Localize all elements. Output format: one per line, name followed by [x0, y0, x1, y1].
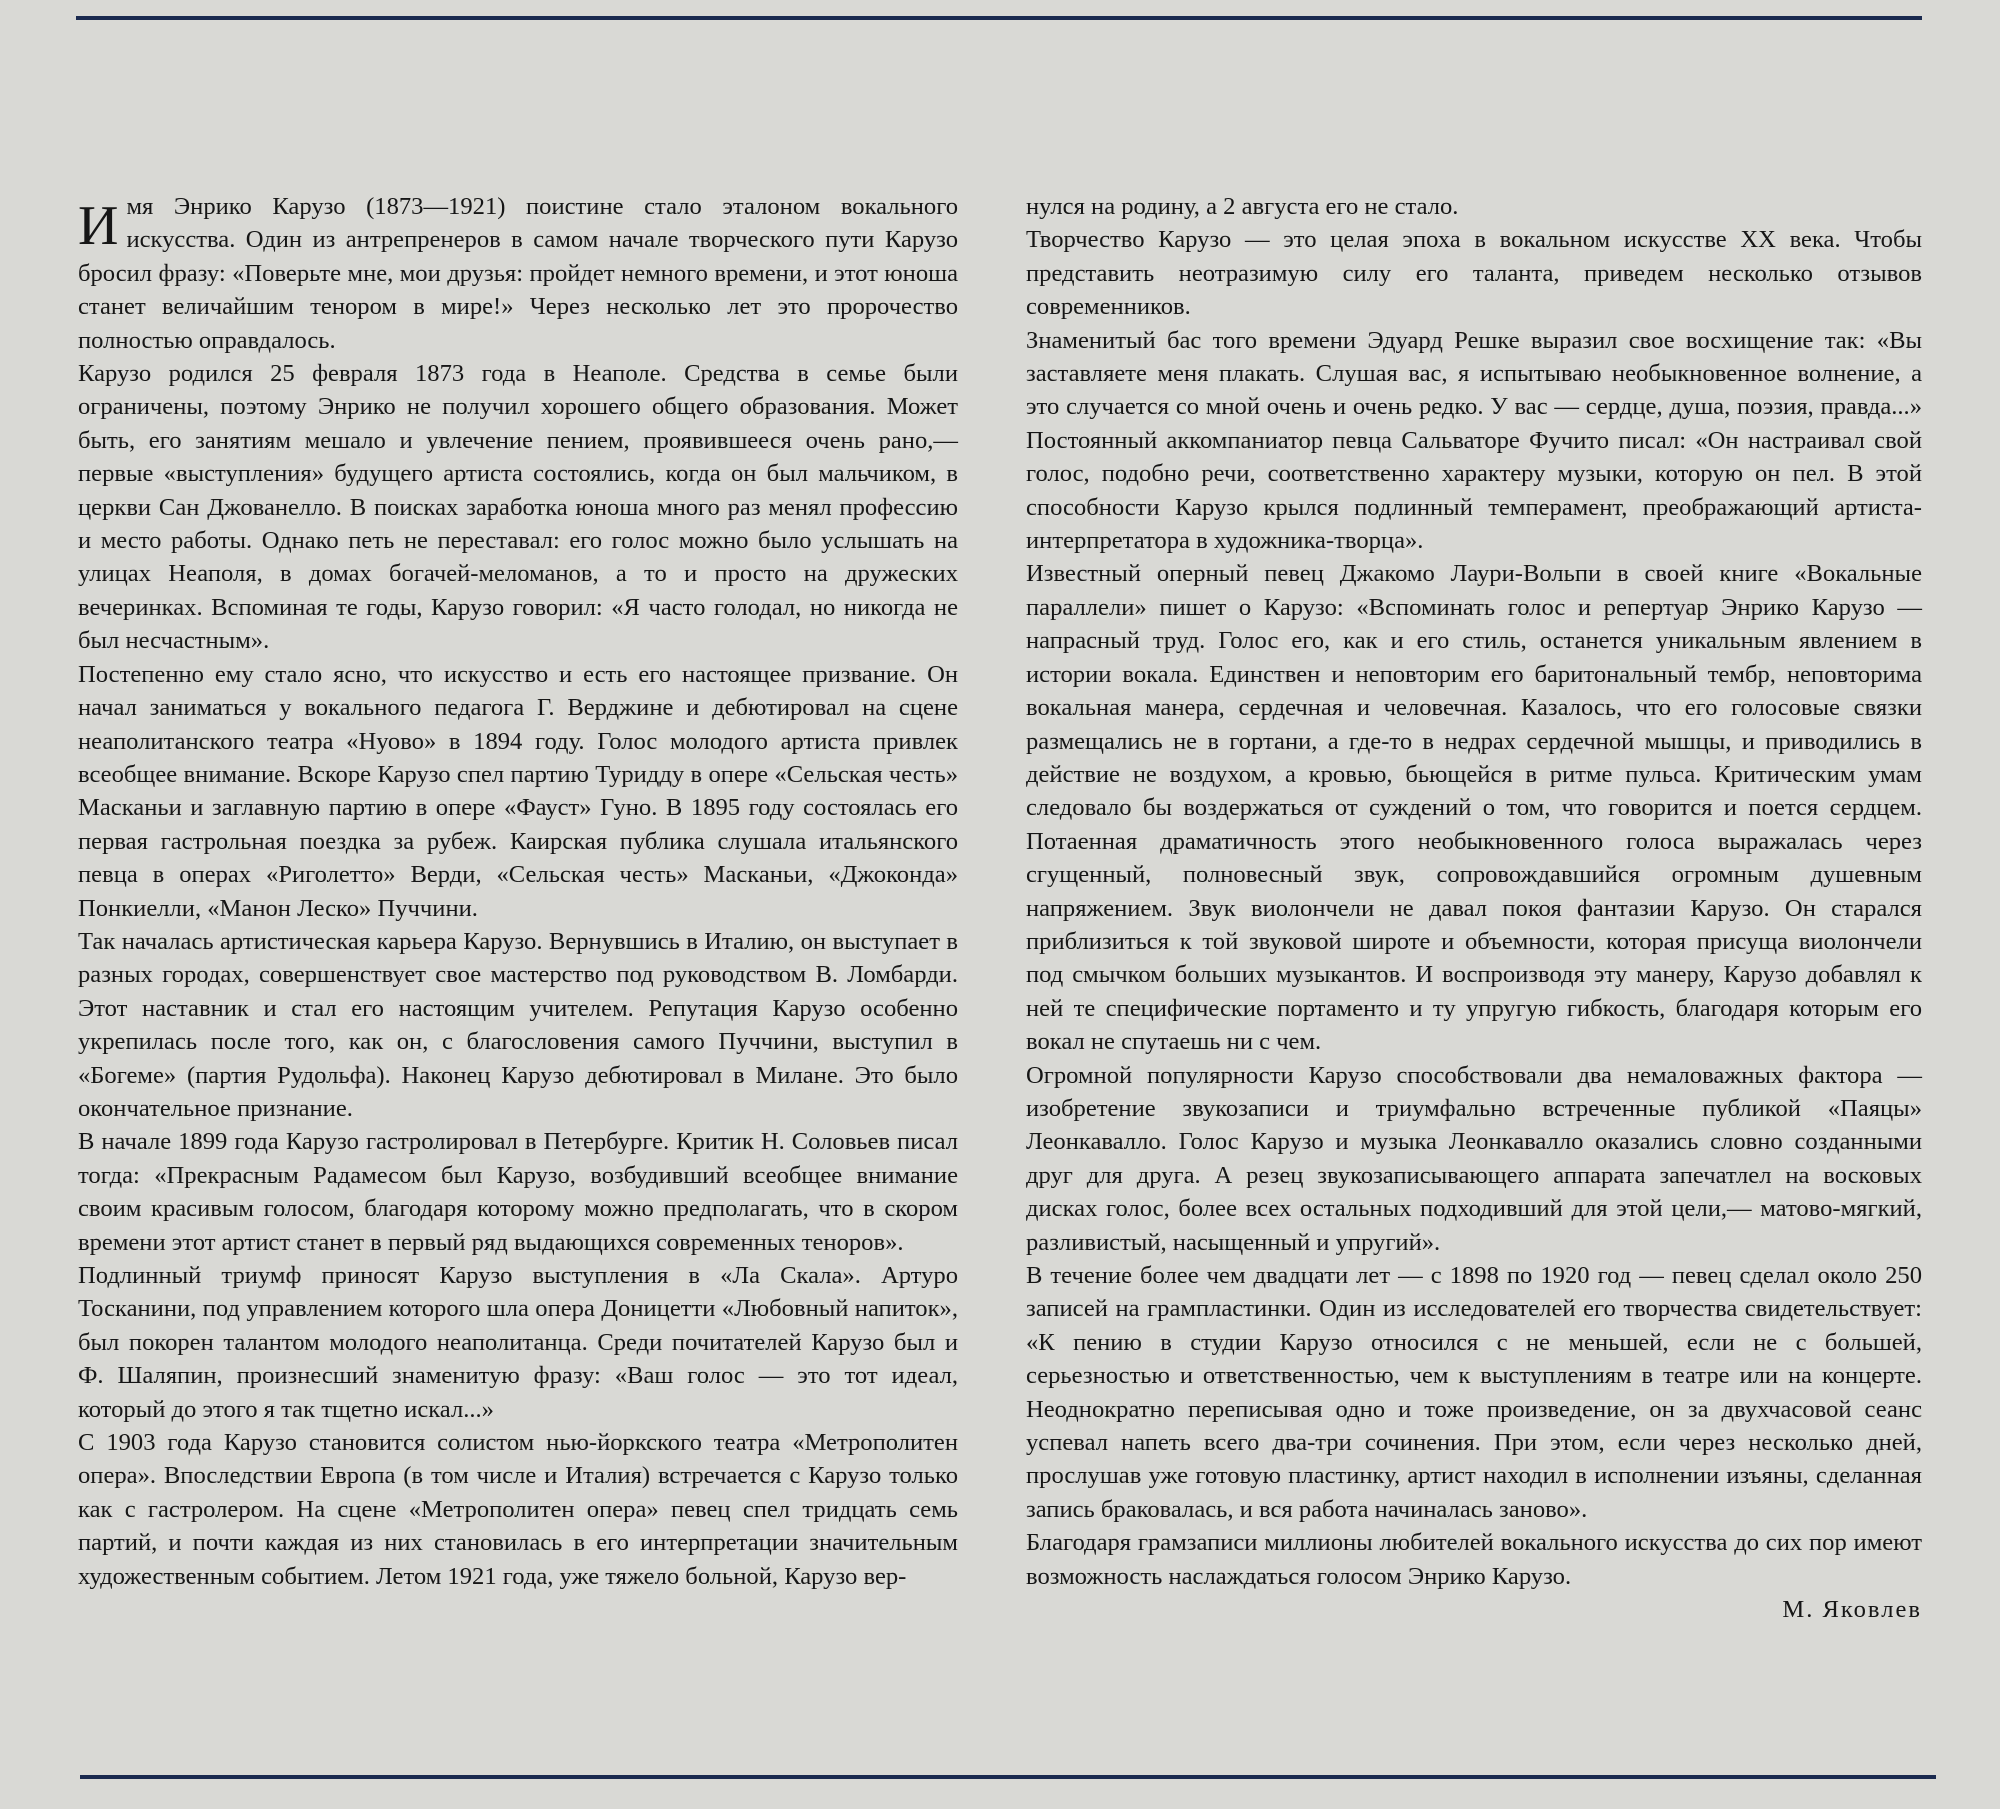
- paragraph-9: Творчество Карузо — это целая эпоха в вокальном искусстве XX века. Чтобы представить неотразимую силу его таланта, приведем несколько отзывов современников.: [1026, 226, 1922, 321]
- left-column: [78, 190, 958, 1593]
- paragraph-text: мя Энрико Карузо (1873—1921) поистине стало эталоном вокального искусства. Один из антрепренеров в самом начале творческого пути Карузо бросил фразу: «Поверьте мне, мои друзья: пройдет немного времени, и этот юноша станет величайшим тенором в мире!» Через несколько лет это пророчество полностью оправдалось.: [78, 193, 958, 354]
- paragraph-10: Знаменитый бас того времени Эдуард Решке выразил свое восхищение так: «Вы заставляете меня плакать. Слушая вас, я испытываю необыкновенное волнение, а это случается со мной очень и очень редко. У вас — сердце, душа, поэзия, правда...» Постоянный аккомпаниатор певца Сальваторе Фучито писал: «Он настраивал свой голос, подобно речи, соответственно характеру музыки, которую он пел. В этой способности Карузо крылся подлинный темперамент, преображающий артиста-интерпретатора в художника-творца».: [1026, 326, 1922, 555]
- top-rule: [76, 16, 1922, 20]
- paragraph-1: [78, 190, 958, 357]
- paragraph-6: Подлинный триумф приносят Карузо выступления в «Ла Скала». Артуро Тосканини, под управлением которого шла опера Доницетти «Любовный напиток», был покорен талантом молодого неаполитанца. Среди почитателей Карузо был и Ф. Шаляпин, произнесший знаменитую фразу: «Ваш голос — это тот идеал, который до этого я так тщетно искал...»: [78, 1262, 958, 1423]
- paragraph-7: С 1903 года Карузо становится солистом нью-йоркского театра «Метрополитен опера». Впоследствии Европа (в том числе и Италия) встречается с Карузо только как с гастролером. На сцене «Метрополитен опера» певец спел тридцать семь партий, и почти каждая из них становилась в его интерпретации значительным художественным событием. Летом 1921 года, уже тяжело больной, Карузо вер-: [78, 1429, 958, 1590]
- paragraph-11: Известный оперный певец Джакомо Лаури-Вольпи в своей книге «Вокальные параллели» пишет о Карузо: «Вспоминать голос и репертуар Энрико Карузо — напрасный труд. Голос его, как и его стиль, останется уникальным явлением в истории вокала. Единствен и неповторим его баритональный тембр, неповторима вокальная манера, сердечная и человечная. Казалось, что его голосовые связки размещались не в гортани, а где-то в недрах сердечной мышцы, и приводились в действие не воздухом, а кровью, бьющейся в ритме пульса. Критическим умам следовало бы воздержаться от суждений о том, что говорится и поется сердцем. Потаенная драматичность этого необыкновенного голоса выражалась через сгущенный, полновесный звук, сопровождавшийся огромным душевным напряжением. Звук виолончели не давал покоя фантазии Карузо. Он старался приблизиться к той звуковой широте и объемности, которая присуща виолончели под смычком больших музыкантов. И воспроизводя эту манеру, Карузо добавлял к ней те специфические портаменто и ту упругую гибкость, благодаря которым его вокал не спутаешь ни с чем.: [1026, 560, 1922, 1056]
- paragraph-13: В течение более чем двадцати лет — с 1898 по 1920 год — певец сделал около 250 записей на грампластинки. Один из исследователей его творчества свидетельствует: «К пению в студии Карузо относился с не меньшей, если не с большей, серьезностью и ответственностью, чем к выступлениям в театре или на концерте. Неоднократно переписывая одно и тоже произведение, он за двухчасовой сеанс успевал напеть всего два-три сочинения. При этом, если через несколько дней, прослушав уже готовую пластинку, артист находил в исполнении изъяны, сделанная запись браковалась, и вся работа начиналась заново».: [1026, 1262, 1922, 1523]
- paragraph-3: Постепенно ему стало ясно, что искусство и есть его настоящее призвание. Он начал заниматься у вокального педагога Г. Верджине и дебютировал на сцене неаполитанского театра «Нуово» в 1894 году. Голос молодого артиста привлек всеобщее внимание. Вскоре Карузо спел партию Туридду в опере «Сельская честь» Масканьи и заглавную партию в опере «Фауст» Гуно. В 1895 году состоялась его первая гастрольная поездка за рубеж. Каирская публика слушала итальянского певца в операх «Риголетто» Верди, «Сельская честь» Масканьи, «Джоконда» Понкиелли, «Манон Леско» Пуччини.: [78, 660, 958, 922]
- paragraph-12: Огромной популярности Карузо способствовали два немаловажных фактора — изобретение звукозаписи и триумфально встреченные публикой «Паяцы» Леонкавалло. Голос Карузо и музыка Леонкавалло оказались словно созданными друг для друга. А резец звукозаписывающего аппарата запечатлел на восковых дисках голос, более всех остальных подходивший для этой цели,— матово-мягкий, разливистый, насыщенный и упругий».: [1026, 1061, 1922, 1256]
- paragraph-14: Благодаря грамзаписи миллионы любителей вокального искусства до сих пор имеют возможность наслаждаться голосом Энрико Карузо.: [1026, 1529, 1922, 1590]
- drop-cap: И: [78, 195, 119, 257]
- paragraph-4: Так началась артистическая карьера Карузо. Вернувшись в Италию, он выступает в разных городах, совершенствует свое мастерство под руководством В. Ломбарди. Этот наставник и стал его настоящим учителем. Репутация Карузо особенно укрепилась после того, как он, с благословения самого Пуччини, выступил в «Богеме» (партия Рудольфа). Наконец Карузо дебютировал в Милане. Это было окончательное признание.: [78, 927, 958, 1122]
- paragraph-2: Карузо родился 25 февраля 1873 года в Неаполе. Средства в семье были ограничены, поэтому Энрико не получил хорошего общего образования. Может быть, его занятиям мешало и увлечение пением, проявившееся очень рано,— первые «выступления» будущего артиста состоялись, когда он был мальчиком, в церкви Сан Джованелло. В поисках заработка юноша много раз менял профессию и место работы. Однако петь не переставал: его голос можно было услышать на улицах Неаполя, в домах богачей-меломанов, а то и просто на дружеских вечеринках. Вспоминая те годы, Карузо говорил: «Я часто голодал, но никогда не был несчастным».: [78, 360, 958, 655]
- bottom-rule: [80, 1775, 1936, 1779]
- paragraph-5: В начале 1899 года Карузо гастролировал в Петербурге. Критик Н. Соловьев писал тогда: «Прекрасным Радамесом был Карузо, возбудивший всеобщее внимание своим красивым голосом, благодаря которому можно предполагать, что в скором времени этот артист станет в первый ряд выдающихся современных теноров».: [78, 1128, 958, 1256]
- paragraph-8: нулся на родину, а 2 августа его не стало.: [1026, 193, 1459, 220]
- right-column: [1026, 190, 1922, 1626]
- author-signature: М. Яковлев: [1782, 1596, 1922, 1624]
